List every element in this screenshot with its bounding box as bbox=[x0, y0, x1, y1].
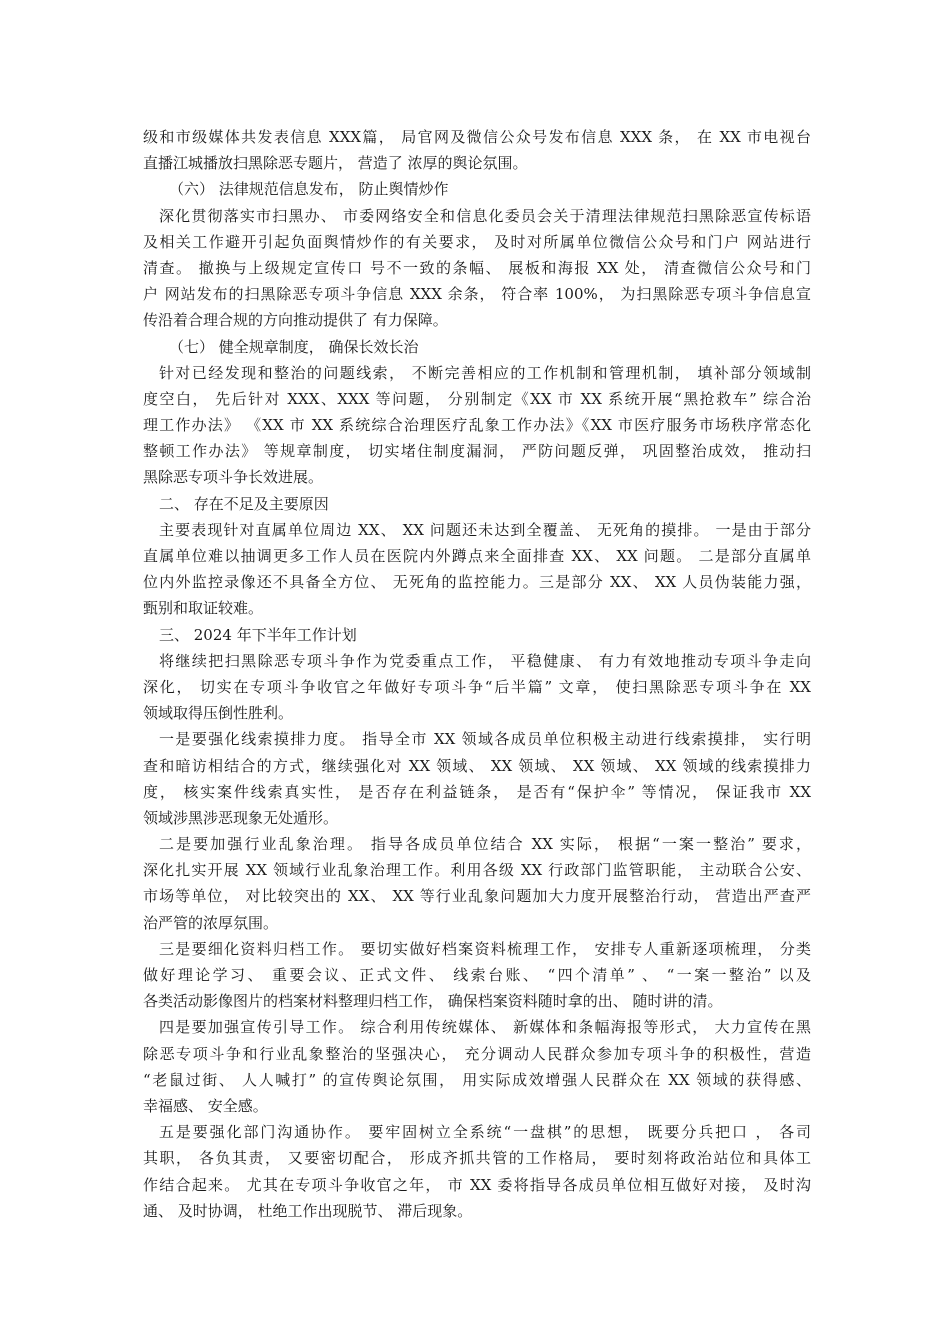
text-line: 领域取得压倒性胜利。 bbox=[143, 704, 294, 723]
text-line: 度， 核实案件线索真实性， 是否存在利益链条， 是否有“保护伞” 等情况， 保证我市 XX bbox=[143, 782, 811, 801]
text-line: 领域涉黑涉恶现象无处遁形。 bbox=[143, 808, 339, 827]
text-line: 做好理论学习、 重要会议、正式文件、 线索台账、 “四个清单” 、 “一案一整治” 以及 bbox=[143, 966, 811, 984]
text-line: 直播江城播放扫黑除恶专题片， 营造了 浓厚的舆论氛围。 bbox=[143, 154, 528, 173]
text-line: 理工作办法》 《XX 市 XX 系统综合治理医疗乱象工作办法》《XX 市医疗服务市场秩序常态化 bbox=[143, 416, 811, 435]
text-line: 幸福感、 安全感。 bbox=[143, 1096, 268, 1115]
text-line: 位内外监控录像还不具备全方位、 无死角的监控能力。三是部分 XX、 XX 人员伪装能力强， bbox=[143, 573, 811, 592]
text-line: 市场等单位， 对比较突出的 XX、 XX 等行业乱象问题加大力度开展整治行动， 营造出严查严 bbox=[143, 887, 811, 906]
text-line: “老鼠过街、 人人喊打” 的宣传舆论氛围， 用实际成效增强人民群众在 XX 领域的获得感、 bbox=[143, 1070, 811, 1089]
text-line: 主要表现针对直属单位周边 XX、 XX 问题还未达到全覆盖、 无死角的摸排。 一是由于部分 bbox=[159, 520, 811, 539]
text-line: 二、 存在不足及主要原因 bbox=[159, 494, 329, 513]
text-line: 深化扎实开展 XX 领域行业乱象治理工作。利用各级 XX 行政部门监管职能， 主动联合公安、 bbox=[143, 861, 811, 880]
text-line: 深化贯彻落实市扫黑办、 市委网络安全和信息化委员会关于清理法律规范扫黑除恶宣传标语 bbox=[159, 206, 811, 225]
text-line: 一是要强化线索摸排力度。 指导全市 XX 领域各成员单位积极主动进行线索摸排， 实行明 bbox=[159, 730, 811, 749]
text-line: 五是要强化部门沟通协作。 要牢固树立全系统“一盘棋”的思想， 既要分兵把口 ， 各司 bbox=[159, 1123, 811, 1142]
text-line: 级和市级媒体共发表信息 XXX篇， 局官网及微信公众号发布信息 XXX 条， 在 XX 市电视台 bbox=[143, 128, 811, 146]
text-line: 针对已经发现和整治的问题线索， 不断完善相应的工作机制和管理机制， 填补部分领域制 bbox=[159, 363, 811, 382]
text-line: 甄别和取证较难。 bbox=[143, 599, 264, 618]
document-body bbox=[143, 124, 811, 1224]
text-line: 传沿着合理合规的方向推动提供了 有力保障。 bbox=[143, 311, 448, 330]
text-line: 将继续把扫黑除恶专项斗争作为党委重点工作， 平稳健康、 有力有效地推动专项斗争走向 bbox=[159, 651, 811, 670]
text-line: 三、 2024 年下半年工作计划 bbox=[159, 625, 357, 644]
text-line: 度空白， 先后针对 XXX、XXX 等问题， 分别制定《XX 市 XX 系统开展“黑抢救车” 综合治 bbox=[143, 389, 811, 408]
text-line: 整顿工作办法》 等规章制度， 切实堵住制度漏洞， 严防问题反弹， 巩固整治成效， 推动扫 bbox=[143, 442, 811, 461]
text-line: 各类活动影像图片的档案材料整理归档工作， 确保档案资料随时拿的出、 随时讲的清。 bbox=[143, 992, 723, 1011]
text-line: （七） 健全规章制度， 确保长效长治 bbox=[169, 337, 419, 356]
text-line: 查和暗访相结合的方式，继续强化对 XX 领域、 XX 领域、 XX 领域、 XX 领域的线索摸排力 bbox=[143, 756, 811, 775]
text-line: 通、 及时协调， 杜绝工作出现脱节、 滞后现象。 bbox=[143, 1201, 473, 1220]
text-line: 直属单位难以抽调更多工作人员在医院内外蹲点来全面排查 XX、 XX 问题。 二是部分直属单 bbox=[143, 547, 811, 565]
text-line: 治严管的浓厚氛围。 bbox=[143, 913, 279, 932]
text-line: 深化， 切实在专项斗争收官之年做好专项斗争“后半篇” 文章， 使扫黑除恶专项斗争在 XX bbox=[143, 677, 811, 696]
text-line: （六） 法律规范信息发布， 防止舆情炒作 bbox=[169, 180, 449, 199]
text-line: 黑除恶专项斗争长效进展。 bbox=[143, 468, 324, 487]
text-line: 及相关工作避开引起负面舆情炒作的有关要求， 及时对所属单位微信公众号和门户 网站进行 bbox=[143, 232, 811, 251]
text-line: 户 网站发布的扫黑除恶专项斗争信息 XXX 余条， 符合率 100%， 为扫黑除恶专项斗争信息宣 bbox=[143, 285, 811, 304]
text-line: 二是要加强行业乱象治理。 指导各成员单位结合 XX 实际， 根据“一案一整治” 要求， bbox=[159, 835, 811, 854]
text-line: 清查。 撤换与上级规定宣传口 号不一致的条幅、 展板和海报 XX 处， 清查微信公众号和门 bbox=[143, 258, 811, 277]
text-line: 其职， 各负其责， 又要密切配合， 形成齐抓共管的工作格局， 要时刻将政治站位和具体工 bbox=[143, 1149, 811, 1168]
text-line: 三是要细化资料归档工作。 要切实做好档案资料梳理工作， 安排专人重新逐项梳理， 分类 bbox=[159, 939, 811, 958]
text-line: 除恶专项斗争和行业乱象整治的坚强决心， 充分调动人民群众参加专项斗争的积极性，营造 bbox=[143, 1044, 811, 1063]
text-line: 作结合起来。 尤其在专项斗争收官之年， 市 XX 委将指导各成员单位相互做好对接， 及时沟 bbox=[143, 1175, 811, 1194]
text-line: 四是要加强宣传引导工作。 综合利用传统媒体、 新媒体和条幅海报等形式， 大力宣传在黑 bbox=[159, 1018, 811, 1037]
